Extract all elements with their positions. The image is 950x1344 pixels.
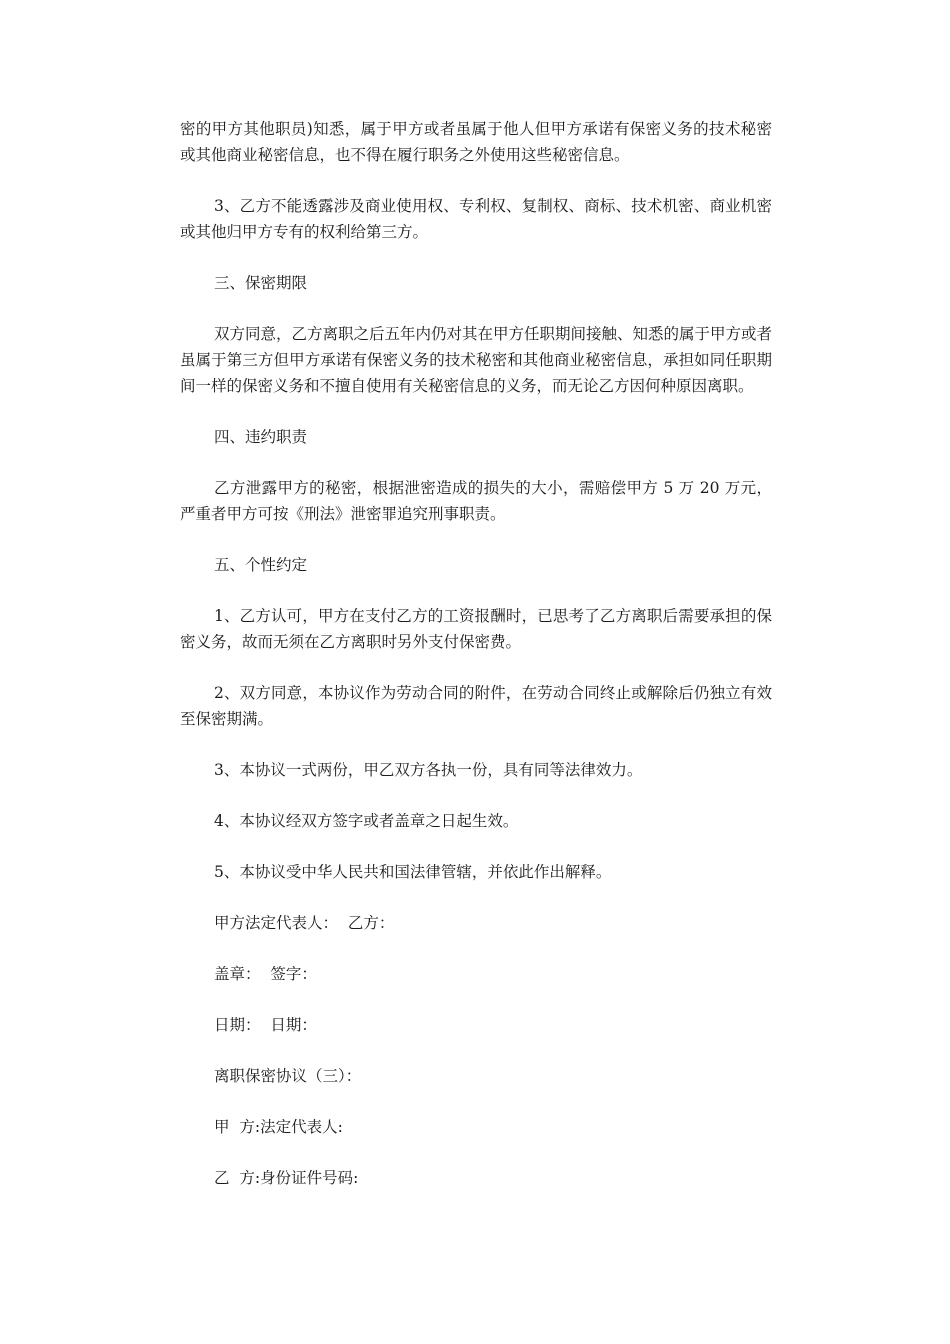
signature-line-representatives: 甲方法定代表人： 乙方：	[214, 914, 395, 932]
signature-line-seal-sign: 盖章： 签字：	[214, 965, 317, 983]
agreement-three-title: 离职保密协议（三）：	[214, 1067, 362, 1085]
section-heading-confidentiality-period: 三、保密期限	[214, 274, 308, 292]
section-heading-special-terms: 五、个性约定	[214, 556, 308, 574]
paragraph-term-4: 4、本协议经双方签字或者盖章之日起生效。	[214, 812, 519, 830]
paragraph-clause-3-rights: 3、乙方不能透露涉及商业使用权、专利权、复制权、商标、技术机密、商业机密或其他归甲方专有的权利给第三方。	[180, 197, 772, 241]
party-b-line: 乙 方:身份证件号码:	[214, 1169, 359, 1187]
paragraph-breach-liability: 乙方泄露甲方的秘密，根据泄密造成的损失的大小，需赔偿甲方 5 万 20 万元，严重者甲方可按《刑法》泄密罪追究刑事职责。	[180, 479, 772, 523]
paragraph-term-1: 1、乙方认可，甲方在支付乙方的工资报酬时，已思考了乙方离职后需要承担的保密义务，故而无须在乙方离职时另外支付保密费。	[180, 607, 772, 651]
paragraph-confidentiality-continuation: 密的甲方其他职员)知悉，属于甲方或者虽属于他人但甲方承诺有保密义务的技术秘密或其他商业秘密信息，也不得在履行职务之外使用这些秘密信息。	[180, 120, 772, 164]
document-body	[180, 116, 772, 1216]
paragraph-term-5: 5、本协议受中华人民共和国法律管辖，并依此作出解释。	[214, 863, 612, 881]
section-heading-breach-liability: 四、违约职责	[214, 428, 308, 446]
signature-line-dates: 日期： 日期：	[214, 1016, 317, 1034]
paragraph-term-3: 3、本协议一式两份，甲乙双方各执一份，具有同等法律效力。	[214, 761, 643, 779]
party-a-line: 甲 方:法定代表人:	[214, 1118, 343, 1136]
paragraph-term-2: 2、双方同意，本协议作为劳动合同的附件，在劳动合同终止或解除后仍独立有效至保密期满。	[180, 684, 772, 728]
paragraph-confidentiality-period: 双方同意，乙方离职之后五年内仍对其在甲方任职期间接触、知悉的属于甲方或者虽属于第三方但甲方承诺有保密义务的技术秘密和其他商业秘密信息，承担如同任职期间一样的保密义务和不擅自使用有关秘密信息的义务，而无论乙方因何种原因离职。	[180, 325, 773, 395]
